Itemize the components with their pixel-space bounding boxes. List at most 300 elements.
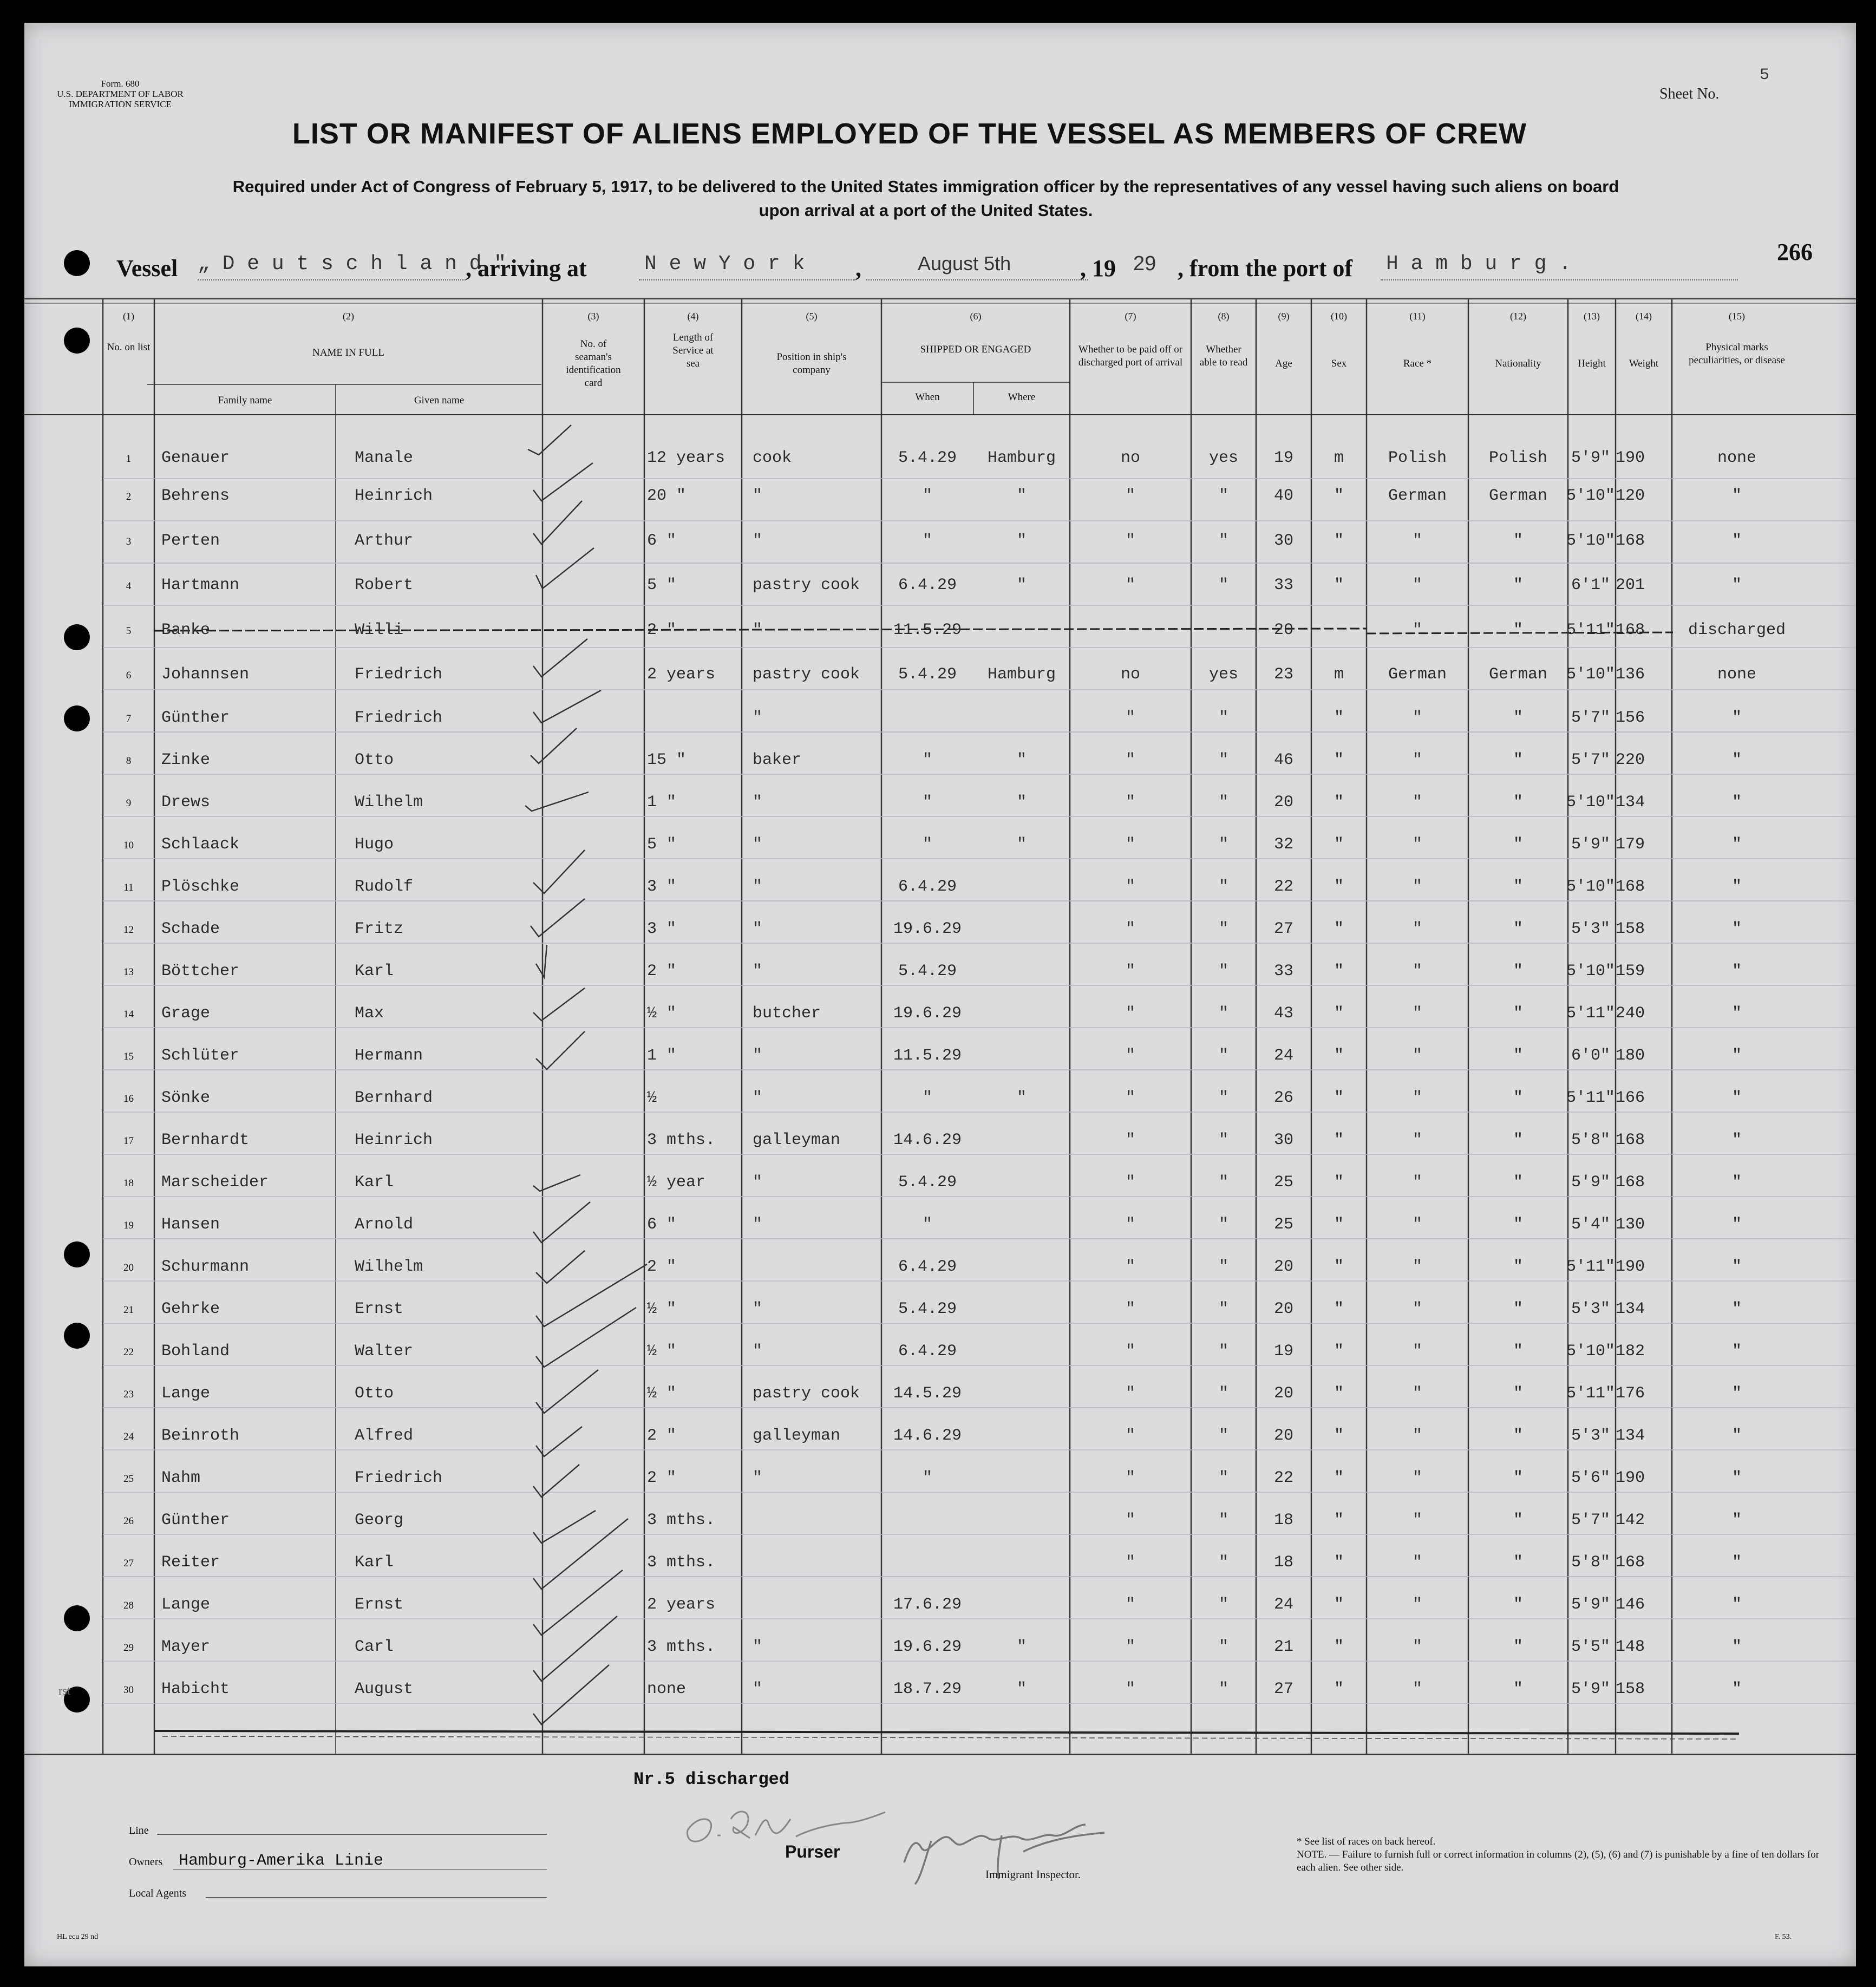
cell-position: "	[753, 1300, 763, 1318]
cell-sex: "	[1334, 532, 1344, 550]
cell-weight: 134	[1616, 1300, 1645, 1318]
cell-when: 5.4.29	[898, 449, 957, 467]
cell-no: 12	[123, 924, 134, 936]
cell-sex: "	[1334, 1004, 1344, 1023]
cell-nationality: "	[1513, 532, 1523, 550]
cell-position: "	[753, 793, 763, 812]
cell-race: Polish	[1388, 449, 1447, 467]
cell-read: "	[1218, 1342, 1228, 1361]
cell-when: "	[922, 793, 932, 812]
cell-no: 15	[123, 1051, 134, 1062]
cell-paid: "	[1125, 1553, 1135, 1572]
cell-read: "	[1218, 1173, 1228, 1192]
cell-no: 22	[123, 1347, 134, 1358]
cell-race: "	[1412, 621, 1422, 639]
cell-marks: "	[1731, 1004, 1742, 1023]
cell-age: 22	[1273, 1469, 1293, 1487]
cell-read: "	[1218, 1469, 1228, 1487]
cell-read: "	[1218, 1384, 1228, 1403]
cell-nationality: "	[1513, 1004, 1523, 1023]
cell-sex: "	[1334, 920, 1344, 938]
cell-read: "	[1218, 878, 1228, 896]
cell-given: Ernst	[355, 1300, 404, 1318]
cell-given: Friedrich	[355, 709, 443, 727]
arrival-port: N e w Y o r k	[644, 252, 805, 276]
cell-service: 3 "	[647, 878, 677, 896]
col-nationality: Nationality	[1495, 358, 1541, 369]
cell-family: Grage	[161, 1004, 211, 1023]
cell-when: 11.5.29	[893, 1047, 962, 1065]
cell-race: "	[1412, 751, 1422, 769]
cell-no: 23	[123, 1389, 134, 1400]
page-number: 266	[1777, 239, 1813, 265]
cell-given: Friedrich	[355, 665, 443, 684]
cell-where: "	[1016, 835, 1027, 854]
cell-family: Böttcher	[161, 962, 240, 981]
cell-race: "	[1412, 962, 1422, 981]
cell-height: 5'4"	[1571, 1215, 1610, 1234]
cell-sex: "	[1334, 1384, 1344, 1403]
cell-weight: 120	[1616, 487, 1645, 505]
cell-read: "	[1218, 751, 1228, 769]
arriving-label: , arriving at	[466, 255, 587, 282]
cell-read: "	[1218, 793, 1228, 812]
cell-read: "	[1218, 835, 1228, 854]
cell-race: "	[1412, 709, 1422, 727]
cell-nationality: German	[1488, 487, 1548, 505]
cell-sex: m	[1334, 665, 1344, 684]
col-given-name: Given name	[414, 395, 465, 406]
cell-where: Hamburg	[987, 665, 1056, 684]
col-sex: Sex	[1331, 358, 1347, 369]
penalty-note: NOTE. — Failure to furnish full or correct information in columns (2), (5), (6) and (7) is punishable by a fine of ten dollars for each alien. See other side.	[1297, 1849, 1820, 1873]
cell-no: 30	[123, 1684, 134, 1696]
cell-family: Habicht	[161, 1680, 230, 1698]
cell-age: 20	[1273, 1384, 1293, 1403]
cell-no: 29	[123, 1642, 134, 1653]
cell-paid: "	[1125, 1215, 1135, 1234]
cell-service: 3 mths.	[647, 1511, 716, 1530]
cell-position: "	[753, 920, 763, 938]
cell-age: 43	[1273, 1004, 1293, 1023]
cell-given: Hermann	[355, 1047, 423, 1065]
cell-age: 19	[1273, 449, 1293, 467]
cell-nationality: German	[1488, 665, 1548, 684]
cell-family: Banke	[161, 621, 211, 639]
cell-marks: "	[1731, 1384, 1742, 1403]
cell-read: "	[1218, 1258, 1228, 1276]
cell-nationality: "	[1513, 1131, 1523, 1149]
owners-underline	[173, 1869, 547, 1870]
cell-family: Nahm	[161, 1469, 201, 1487]
races-note: * See list of races on back hereof.	[1297, 1836, 1436, 1847]
cell-age: 20	[1273, 1258, 1293, 1276]
cell-service: 2 "	[647, 1258, 677, 1276]
cell-sex: "	[1334, 1215, 1344, 1234]
cell-height: 5'11"	[1566, 1004, 1615, 1023]
cell-paid: "	[1125, 1089, 1135, 1107]
cell-weight: 159	[1616, 962, 1645, 981]
year-prefix: , 19	[1080, 255, 1116, 282]
cell-no: 8	[126, 755, 132, 767]
col-14-number: (14)	[1636, 311, 1652, 322]
cell-where: "	[1016, 487, 1027, 505]
cell-marks: "	[1731, 532, 1742, 550]
cell-service: ½ "	[647, 1384, 677, 1403]
cell-service: ½	[647, 1089, 657, 1107]
cell-given: Ernst	[355, 1596, 404, 1614]
cell-weight: 168	[1616, 621, 1645, 639]
cell-service: 2 "	[647, 1427, 677, 1445]
cell-race: "	[1412, 1004, 1422, 1023]
cell-weight: 142	[1616, 1511, 1645, 1530]
cell-paid: "	[1125, 835, 1135, 854]
cell-paid: "	[1125, 1638, 1135, 1656]
cell-when: 6.4.29	[898, 878, 957, 896]
cell-marks: "	[1731, 1047, 1742, 1065]
cell-race: "	[1412, 1047, 1422, 1065]
cell-given: Heinrich	[355, 1131, 433, 1149]
cell-position: "	[753, 1173, 763, 1192]
form-number: Form. 680	[101, 79, 140, 89]
cell-read: "	[1218, 1638, 1228, 1656]
cell-age: 20	[1273, 621, 1293, 639]
cell-weight: 168	[1616, 1131, 1645, 1149]
cell-nationality: Polish	[1488, 449, 1548, 467]
cell-race: German	[1388, 487, 1447, 505]
col-position: Position in ship's company	[776, 351, 847, 376]
cell-sex: "	[1334, 1131, 1344, 1149]
cell-age: 19	[1273, 1342, 1293, 1361]
cell-family: Reiter	[161, 1553, 220, 1572]
cell-position: butcher	[753, 1004, 821, 1023]
cell-height: 5'8"	[1571, 1553, 1610, 1572]
cell-age: 32	[1273, 835, 1293, 854]
cell-age: 18	[1273, 1511, 1293, 1530]
check-marks	[525, 425, 647, 1724]
cell-paid: "	[1125, 576, 1135, 594]
cell-marks: "	[1731, 920, 1742, 938]
cell-height: 5'3"	[1571, 1300, 1610, 1318]
cell-paid: "	[1125, 1131, 1135, 1149]
cell-height: 5'3"	[1571, 1427, 1610, 1445]
cell-service: 3 mths.	[647, 1638, 716, 1656]
cell-race: "	[1412, 1173, 1422, 1192]
cell-marks: "	[1731, 1173, 1742, 1192]
cell-age: 30	[1273, 1131, 1293, 1149]
cell-nationality: "	[1513, 878, 1523, 896]
cell-age: 33	[1273, 576, 1293, 594]
cell-family: Lange	[161, 1596, 211, 1614]
cell-age: 20	[1273, 793, 1293, 812]
cell-when: 6.4.29	[898, 1342, 957, 1361]
cell-weight: 180	[1616, 1047, 1645, 1065]
cell-family: Schurmann	[161, 1258, 250, 1276]
col-5-number: (5)	[806, 311, 818, 322]
cell-weight: 130	[1616, 1215, 1645, 1234]
cell-service: 1 "	[647, 793, 677, 812]
cell-position: "	[753, 1215, 763, 1234]
cell-weight: 176	[1616, 1384, 1645, 1403]
cell-age: 25	[1273, 1173, 1293, 1192]
cell-no: 19	[123, 1220, 134, 1231]
cell-given: Friedrich	[355, 1469, 443, 1487]
cell-no: 4	[126, 580, 132, 592]
cell-marks: "	[1731, 487, 1742, 505]
cell-read: "	[1218, 532, 1228, 550]
cell-height: 5'9"	[1571, 1173, 1610, 1192]
cell-family: Hartmann	[161, 576, 240, 594]
cell-race: "	[1412, 1384, 1422, 1403]
cell-height: 5'7"	[1571, 1511, 1610, 1530]
cell-race: "	[1412, 793, 1422, 812]
cell-service: 5 "	[647, 835, 677, 854]
cell-when: 5.4.29	[898, 1300, 957, 1318]
cell-marks: "	[1731, 1131, 1742, 1149]
owners-value: Hamburg-Amerika Linie	[179, 1852, 384, 1870]
cell-race: "	[1412, 1469, 1422, 1487]
cell-given: Heinrich	[355, 487, 433, 505]
line-underline	[157, 1834, 547, 1835]
cell-height: 5'9"	[1571, 1596, 1610, 1614]
col-1-number: (1)	[123, 311, 134, 322]
cell-nationality: "	[1513, 1638, 1523, 1656]
cell-nationality: "	[1513, 920, 1523, 938]
cell-when: "	[922, 1089, 932, 1107]
cell-read: yes	[1208, 449, 1238, 467]
cell-height: 5'11"	[1566, 1258, 1615, 1276]
cell-when: 14.6.29	[893, 1131, 962, 1149]
cell-race: "	[1412, 1511, 1422, 1530]
cell-paid: "	[1125, 1258, 1135, 1276]
cell-weight: 148	[1616, 1638, 1645, 1656]
cell-age: 21	[1273, 1638, 1293, 1656]
cell-sex: "	[1334, 1300, 1344, 1318]
cell-nationality: "	[1513, 1511, 1523, 1530]
cell-given: Willi	[355, 621, 404, 639]
cell-sex: "	[1334, 1258, 1344, 1276]
cell-given: Fritz	[355, 920, 404, 938]
cell-weight: 146	[1616, 1596, 1645, 1614]
cell-weight: 190	[1616, 1469, 1645, 1487]
cell-read: "	[1218, 1089, 1228, 1107]
cell-service: 20 "	[647, 487, 687, 505]
cell-read: "	[1218, 1004, 1228, 1023]
cell-height: 5'10"	[1566, 665, 1615, 684]
cell-position: "	[753, 1680, 763, 1698]
cell-marks: "	[1731, 1596, 1742, 1614]
departure-port: H a m b u r g .	[1386, 252, 1572, 276]
cell-no: 17	[123, 1135, 134, 1147]
cell-given: Rudolf	[355, 878, 414, 896]
year-suffix: 29	[1133, 252, 1156, 275]
cell-when: "	[922, 1469, 932, 1487]
cell-family: Günther	[161, 709, 230, 727]
cell-weight: 166	[1616, 1089, 1645, 1107]
margin-mark: rst	[58, 1684, 70, 1697]
cell-marks: discharged	[1688, 621, 1786, 639]
cell-height: 5'3"	[1571, 920, 1610, 938]
cell-sex: m	[1334, 449, 1344, 467]
cell-position: galleyman	[753, 1427, 841, 1445]
cell-marks: "	[1731, 1680, 1742, 1698]
cell-service: 6 "	[647, 1215, 677, 1234]
cell-family: Gehrke	[161, 1300, 220, 1318]
cell-read: "	[1218, 1131, 1228, 1149]
sheet-number: 5	[1760, 66, 1770, 84]
cell-read: "	[1218, 1300, 1228, 1318]
cell-marks: "	[1731, 1258, 1742, 1276]
cell-service: 3 mths.	[647, 1131, 716, 1149]
cell-height: 5'10"	[1566, 532, 1615, 550]
cell-height: 5'7"	[1571, 709, 1610, 727]
col-4-number: (4)	[687, 311, 699, 322]
cell-where: "	[1016, 751, 1027, 769]
cell-height: 5'7"	[1571, 751, 1610, 769]
cell-position: galleyman	[753, 1131, 841, 1149]
cell-height: 5'11"	[1566, 1384, 1615, 1403]
cell-position: "	[753, 1469, 763, 1487]
cell-marks: "	[1731, 878, 1742, 896]
cell-height: 5'8"	[1571, 1131, 1610, 1149]
col-name-in-full: NAME IN FULL	[312, 347, 384, 358]
cell-sex: "	[1334, 1089, 1344, 1107]
cell-weight: 179	[1616, 835, 1645, 854]
cell-position: pastry cook	[753, 665, 860, 684]
cell-when: "	[922, 1215, 932, 1234]
cell-position: "	[753, 1047, 763, 1065]
cell-service: 3 mths.	[647, 1553, 716, 1572]
cell-position: pastry cook	[753, 576, 860, 594]
cell-weight: 190	[1616, 1258, 1645, 1276]
cell-service: 2 "	[647, 621, 677, 639]
cell-race: "	[1412, 1300, 1422, 1318]
cell-paid: "	[1125, 1047, 1135, 1065]
cell-age: 40	[1273, 487, 1293, 505]
cell-nationality: "	[1513, 1342, 1523, 1361]
cell-given: Otto	[355, 751, 394, 769]
cell-paid: "	[1125, 751, 1135, 769]
cell-sex: "	[1334, 1469, 1344, 1487]
cell-age: 25	[1273, 1215, 1293, 1234]
cell-service: ½ "	[647, 1300, 677, 1318]
cell-height: 6'0"	[1571, 1047, 1610, 1065]
cell-race: "	[1412, 1638, 1422, 1656]
port-comma: ,	[855, 255, 861, 282]
local-agents-label: Local Agents	[129, 1887, 187, 1899]
cell-where: "	[1016, 793, 1027, 812]
cell-no: 27	[123, 1558, 134, 1569]
cell-paid: "	[1125, 1004, 1135, 1023]
cell-weight: 190	[1616, 449, 1645, 467]
cell-given: Alfred	[355, 1427, 414, 1445]
cell-sex: "	[1334, 487, 1344, 505]
cell-no: 5	[126, 625, 132, 637]
cell-paid: no	[1120, 449, 1140, 467]
cell-marks: "	[1731, 1511, 1742, 1530]
cell-nationality: "	[1513, 1680, 1523, 1698]
owners-label: Owners	[129, 1856, 163, 1868]
cell-sex: "	[1334, 835, 1344, 854]
cell-service: 2 "	[647, 962, 677, 981]
cell-marks: "	[1731, 1215, 1742, 1234]
cell-family: Genauer	[161, 449, 230, 467]
cell-family: Schlüter	[161, 1047, 240, 1065]
arrival-date: August 5th	[918, 252, 1011, 274]
cell-when: "	[922, 751, 932, 769]
cell-given: Robert	[355, 576, 414, 594]
cell-service: none	[647, 1680, 687, 1698]
cell-position: baker	[753, 751, 802, 769]
cell-nationality: "	[1513, 1300, 1523, 1318]
discharged-note: Nr.5 discharged	[633, 1769, 790, 1789]
cell-given: Karl	[355, 1553, 394, 1572]
cell-marks: "	[1731, 576, 1742, 594]
cell-position: "	[753, 709, 763, 727]
cell-marks: none	[1717, 449, 1756, 467]
cell-marks: "	[1731, 1300, 1742, 1318]
cell-no: 26	[123, 1515, 134, 1527]
cell-marks: "	[1731, 1638, 1742, 1656]
cell-age: 33	[1273, 962, 1293, 981]
cell-age: 30	[1273, 532, 1293, 550]
cell-height: 5'9"	[1571, 449, 1610, 467]
department-name: U.S. DEPARTMENT OF LABOR	[57, 89, 184, 99]
cell-age: 24	[1273, 1047, 1293, 1065]
cell-marks: "	[1731, 1469, 1742, 1487]
subtitle-line-2: upon arrival at a port of the United States.	[759, 201, 1093, 220]
cell-race: "	[1412, 835, 1422, 854]
cell-family: Perten	[161, 532, 220, 550]
cell-paid: "	[1125, 920, 1135, 938]
cell-race: "	[1412, 1089, 1422, 1107]
vessel-label: Vessel	[116, 255, 178, 282]
cell-paid: "	[1125, 1427, 1135, 1445]
cell-family: Schade	[161, 920, 220, 938]
cell-nationality: "	[1513, 709, 1523, 727]
cell-nationality: "	[1513, 1258, 1523, 1276]
cell-marks: "	[1731, 709, 1742, 727]
cell-given: Carl	[355, 1638, 394, 1656]
cell-weight: 182	[1616, 1342, 1645, 1361]
cell-when: 14.5.29	[893, 1384, 962, 1403]
cell-when: 5.4.29	[898, 962, 957, 981]
col-family-name: Family name	[218, 395, 272, 406]
cell-no: 14	[123, 1009, 134, 1020]
cell-paid: "	[1125, 1384, 1135, 1403]
cell-service: ½ "	[647, 1004, 677, 1023]
cell-race: "	[1412, 1258, 1422, 1276]
col-where: Where	[1008, 391, 1036, 403]
cell-race: "	[1412, 1427, 1422, 1445]
cell-given: Otto	[355, 1384, 394, 1403]
cell-when: 18.7.29	[893, 1680, 962, 1698]
col-weight: Weight	[1629, 358, 1659, 369]
cell-race: "	[1412, 1553, 1422, 1572]
cell-nationality: "	[1513, 1427, 1523, 1445]
cell-no: 20	[123, 1262, 134, 1273]
col-race: Race *	[1403, 358, 1432, 369]
cell-when: 19.6.29	[893, 1004, 962, 1023]
cell-where: "	[1016, 532, 1027, 550]
cell-race: "	[1412, 1342, 1422, 1361]
cell-paid: "	[1125, 487, 1135, 505]
cell-read: yes	[1208, 665, 1238, 684]
col-12-number: (12)	[1510, 311, 1526, 322]
cell-weight: 201	[1616, 576, 1645, 594]
cell-race: "	[1412, 532, 1422, 550]
cell-weight: 158	[1616, 1680, 1645, 1698]
